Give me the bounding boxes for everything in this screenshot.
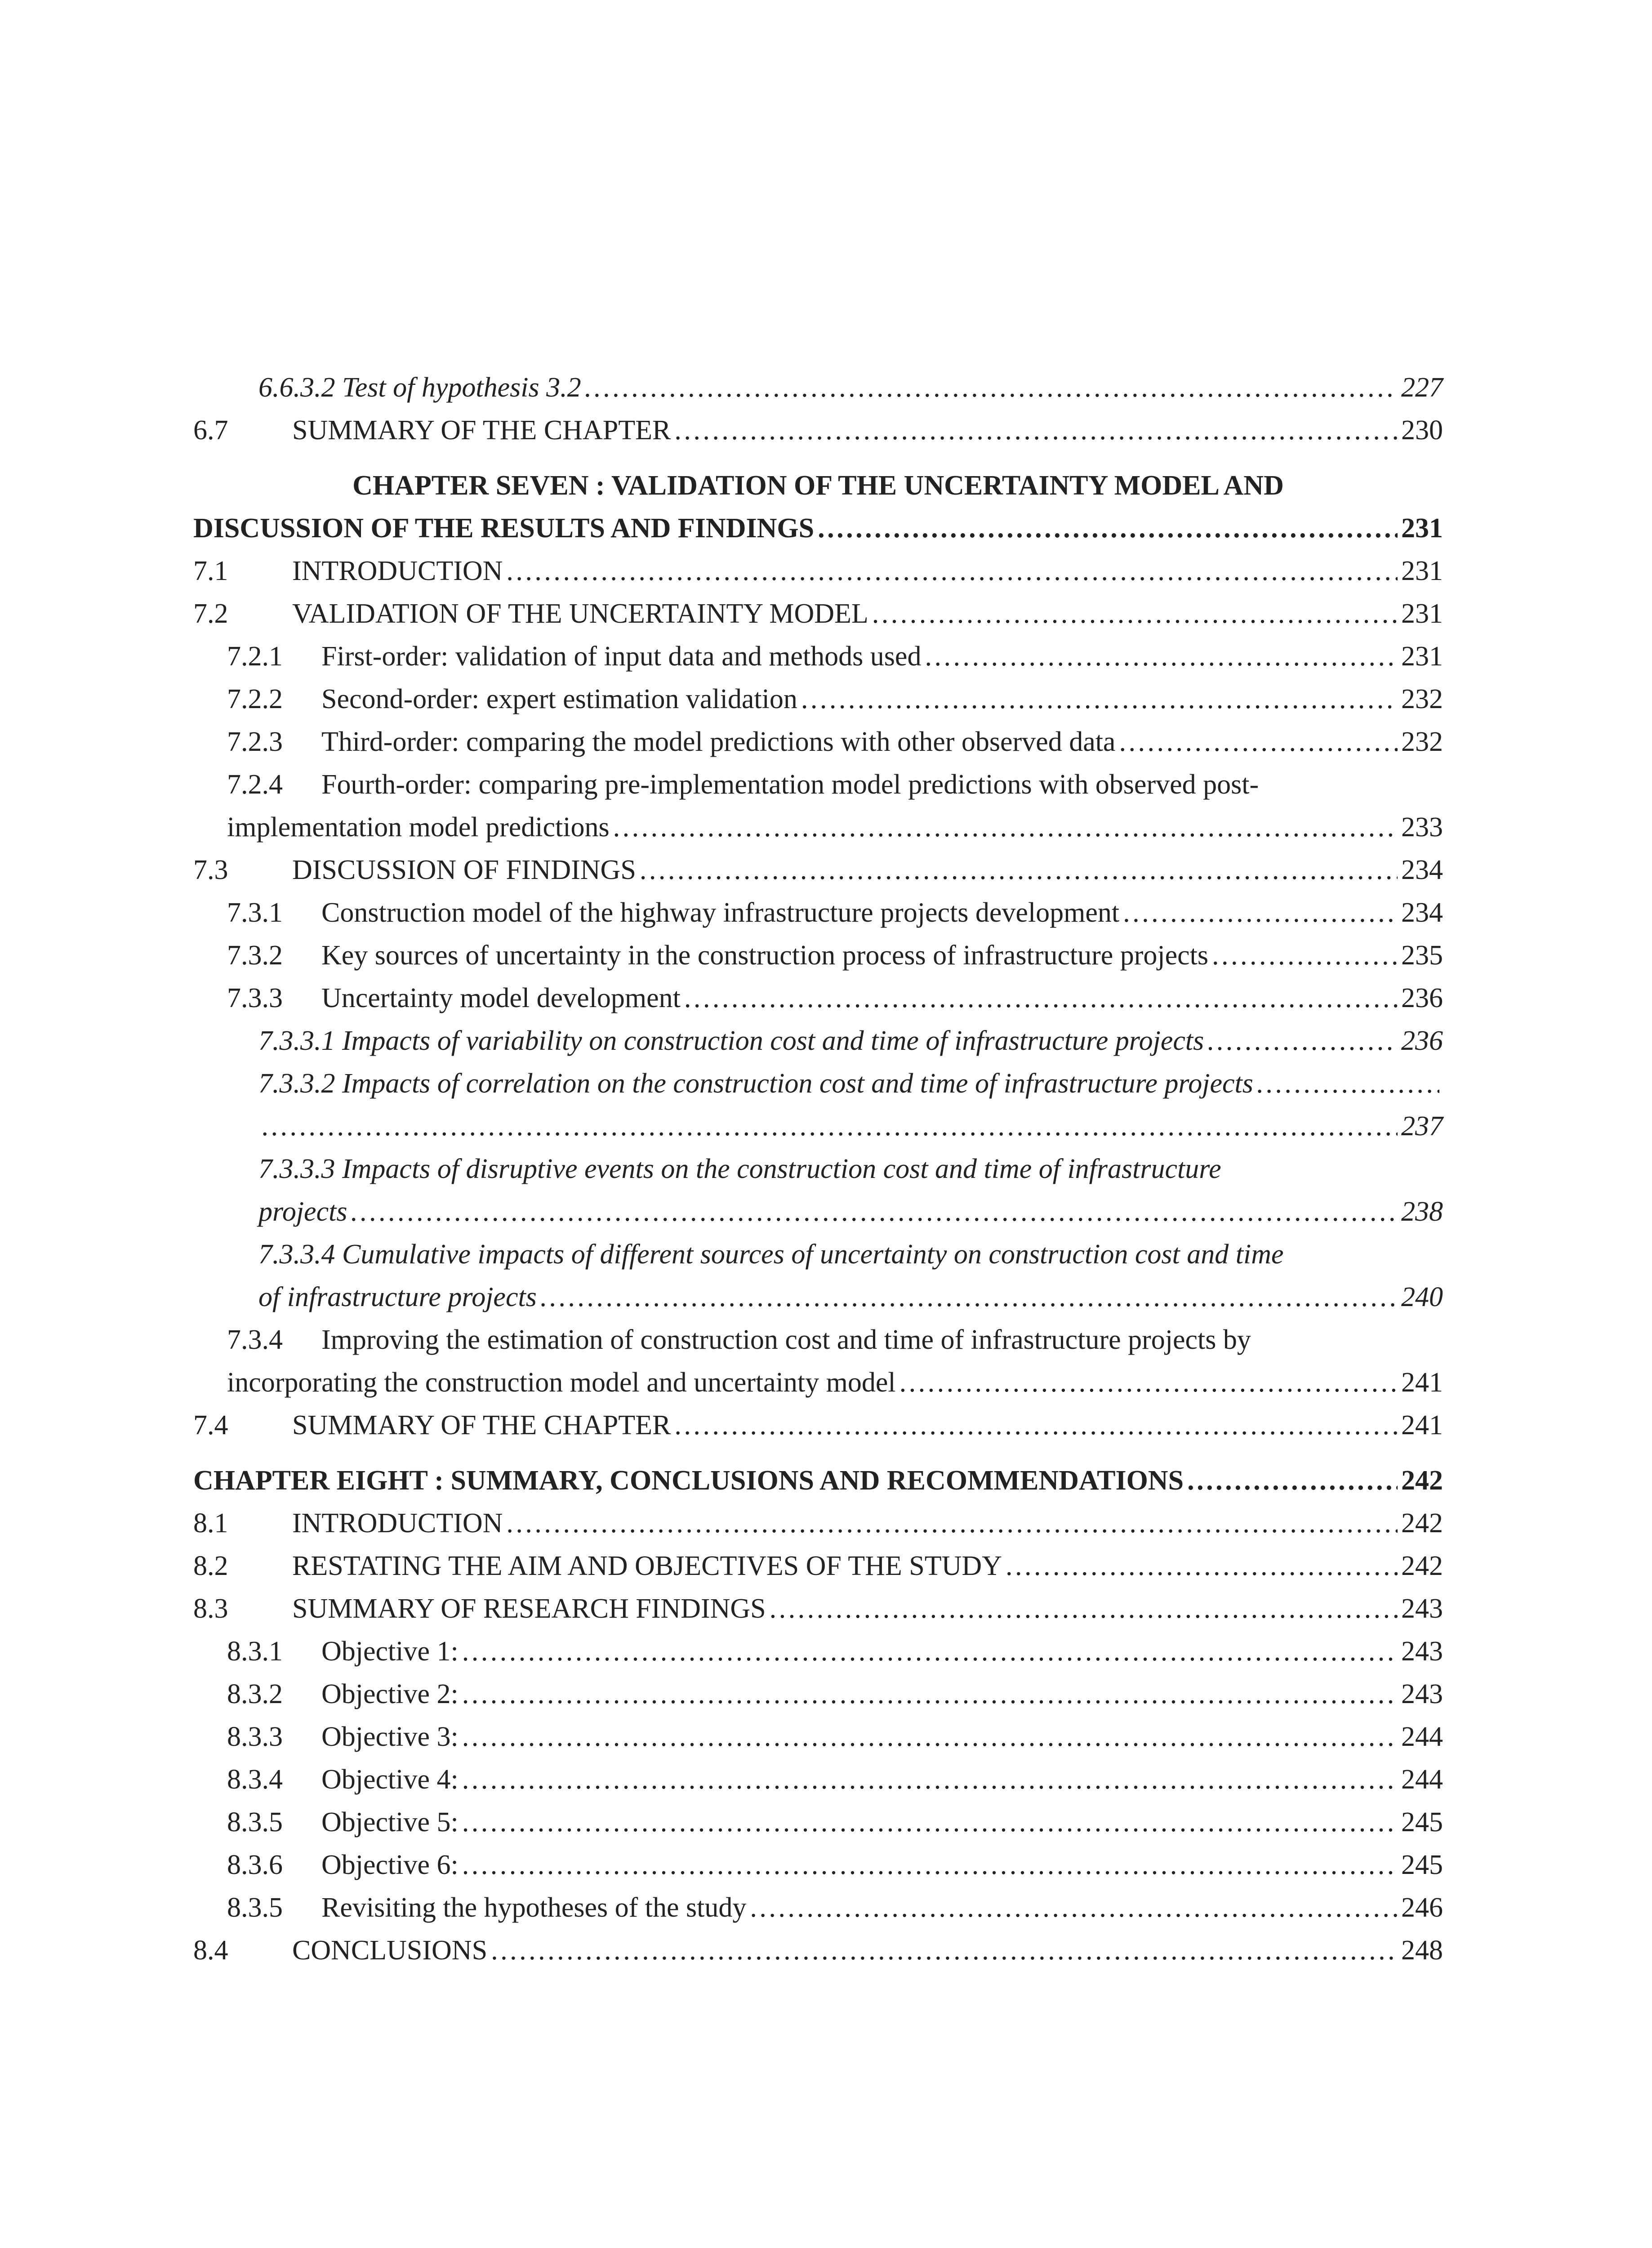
dot-leader	[674, 409, 1398, 452]
toc-entry-line	[193, 1062, 1443, 1105]
toc-entry-title-continued: incorporating the construction model and uncertainty model	[227, 1367, 896, 1398]
dot-leader	[491, 1929, 1398, 1972]
toc-entry-7-2-3[interactable]	[193, 721, 1443, 763]
toc-page-number: 231	[1401, 641, 1443, 672]
toc-section-number: 6.7	[193, 415, 228, 446]
toc-entry-8-3-4[interactable]	[193, 1758, 1443, 1801]
toc-entry-6-6-3-2[interactable]	[193, 366, 1443, 409]
toc-entry-line	[193, 1233, 1443, 1276]
toc-entry-7-2[interactable]	[193, 593, 1443, 635]
dot-leader	[1187, 1459, 1398, 1502]
toc-entry-7-3-3-3[interactable]	[193, 1148, 1443, 1233]
toc-entry-title-continued: of infrastructure projects	[258, 1282, 537, 1312]
toc-entry-title: DISCUSSION OF FINDINGS	[292, 855, 636, 885]
toc-page-number: 246	[1401, 1892, 1443, 1923]
toc-entry-7-3-2[interactable]	[193, 934, 1443, 977]
toc-entry-title: 6.6.3.2 Test of hypothesis 3.2	[258, 372, 581, 403]
toc-entry-8-3-1[interactable]	[193, 1630, 1443, 1673]
toc-entry-title: VALIDATION OF THE UNCERTAINTY MODEL	[292, 598, 868, 629]
toc-page-number: 234	[1401, 855, 1443, 885]
dot-leader	[818, 507, 1398, 550]
toc-entry-title: Fourth-order: comparing pre-implementation model predictions with observed post-	[321, 769, 1259, 800]
toc-section-number: 7.3	[193, 855, 228, 885]
toc-section-number: 8.3.4	[227, 1764, 283, 1795]
toc-page-number: 244	[1401, 1764, 1443, 1795]
toc-entry-title: Objective 5:	[321, 1807, 459, 1838]
toc-entry-title: SUMMARY OF THE CHAPTER	[292, 1410, 671, 1441]
toc-page-number: 232	[1401, 684, 1443, 714]
dot-leader	[750, 1887, 1398, 1929]
toc-entry-7-1[interactable]	[193, 550, 1443, 593]
toc-page-number: 234	[1401, 897, 1443, 928]
toc-entry-line-2	[193, 806, 1443, 849]
dot-leader	[801, 678, 1398, 721]
toc-entry-line	[193, 1319, 1443, 1361]
dot-leader	[640, 849, 1398, 892]
toc-page-number: 248	[1401, 1935, 1443, 1966]
dot-leader	[770, 1588, 1398, 1630]
toc-page-number: 238	[1401, 1196, 1443, 1227]
toc-entry-line	[193, 1148, 1443, 1191]
chapter-title-line-2	[193, 507, 1443, 550]
toc-entry-title: Objective 4:	[321, 1764, 459, 1795]
toc-page-number: 241	[1401, 1367, 1443, 1398]
dot-leader	[262, 1105, 1398, 1148]
toc-entry-line	[193, 763, 1443, 806]
dot-leader	[1212, 934, 1398, 977]
toc-entry-8-4[interactable]	[193, 1929, 1443, 1972]
dot-leader	[462, 1801, 1398, 1844]
dot-leader	[613, 806, 1398, 849]
toc-entry-8-3-5-revisiting[interactable]	[193, 1887, 1443, 1929]
toc-page-number: 236	[1401, 983, 1443, 1013]
toc-entry-title: First-order: validation of input data and methods used	[321, 641, 922, 672]
toc-entry-8-3[interactable]	[193, 1588, 1443, 1630]
toc-section-number: 8.3	[193, 1593, 228, 1624]
toc-section-number: 7.4	[193, 1410, 228, 1441]
toc-entry-title: DISCUSSION OF THE RESULTS AND FINDINGS	[193, 513, 815, 544]
toc-page-number: 240	[1401, 1282, 1443, 1312]
toc-entry-7-4[interactable]	[193, 1404, 1443, 1447]
dot-leader	[925, 635, 1398, 678]
dot-leader	[674, 1404, 1398, 1447]
dot-leader	[684, 977, 1398, 1020]
dot-leader	[462, 1758, 1398, 1801]
toc-entry-line-2	[193, 1276, 1443, 1319]
toc-section-number: 7.3.1	[227, 897, 283, 928]
toc-entry-title: RESTATING THE AIM AND OBJECTIVES OF THE STUDY	[292, 1551, 1002, 1581]
toc-entry-7-3-1[interactable]	[193, 892, 1443, 934]
toc-section-number: 7.2.4	[227, 769, 283, 800]
toc-page-number: 244	[1401, 1722, 1443, 1752]
toc-entry-8-2[interactable]	[193, 1545, 1443, 1588]
toc-page-number: 233	[1401, 812, 1443, 843]
toc-entry-title: Uncertainty model development	[321, 983, 681, 1013]
dot-leader	[506, 550, 1398, 593]
toc-entry-title: 7.3.3.4 Cumulative impacts of different sources of uncertainty on construction cost and time	[258, 1239, 1284, 1270]
toc-entry-title: 7.3.3.2 Impacts of correlation on the construction cost and time of infrastructure projects	[258, 1068, 1253, 1099]
dot-leader	[585, 366, 1398, 409]
toc-page-number: 243	[1401, 1593, 1443, 1624]
toc-entry-8-1[interactable]	[193, 1502, 1443, 1545]
toc-entry-title: Objective 1:	[321, 1636, 459, 1667]
dot-leader	[540, 1276, 1398, 1319]
toc-section-number: 8.3.2	[227, 1679, 283, 1709]
toc-page-number: 231	[1401, 598, 1443, 629]
toc-entry-title-continued: implementation model predictions	[227, 812, 610, 843]
toc-entry-title: INTRODUCTION	[292, 1508, 503, 1539]
toc-section-number: 7.3.3	[227, 983, 283, 1013]
toc-section-number: 7.1	[193, 556, 228, 586]
toc-page-number: 235	[1401, 940, 1443, 971]
dot-leader	[1119, 721, 1398, 763]
chapter-title-line: CHAPTER SEVEN : VALIDATION OF THE UNCERTAINTY MODEL AND	[352, 470, 1284, 501]
toc-page-number: 243	[1401, 1636, 1443, 1667]
toc-entry-title: SUMMARY OF THE CHAPTER	[292, 415, 671, 446]
toc-entry-title: Improving the estimation of construction cost and time of infrastructure projects by	[321, 1325, 1251, 1355]
toc-entry-7-2-4[interactable]	[193, 763, 1443, 849]
toc-entry-title: CHAPTER EIGHT : SUMMARY, CONCLUSIONS AND RECOMMENDATIONS	[193, 1465, 1184, 1496]
toc-page-number: 245	[1401, 1850, 1443, 1880]
toc-page-number: 242	[1401, 1551, 1443, 1581]
toc-page-number: 243	[1401, 1679, 1443, 1709]
dot-leader	[899, 1361, 1398, 1404]
toc-entry-8-3-6[interactable]	[193, 1844, 1443, 1887]
toc-entry-title: Objective 3:	[321, 1722, 459, 1752]
toc-section-number: 7.2.3	[227, 727, 283, 757]
toc-section-number: 8.3.5	[227, 1892, 283, 1923]
dot-leader	[1207, 1020, 1398, 1062]
toc-entry-7-2-1[interactable]	[193, 635, 1443, 678]
toc-page-number: 231	[1401, 513, 1443, 544]
toc-page-number: 231	[1401, 556, 1443, 586]
toc-entry-title-continued: projects	[258, 1196, 347, 1227]
toc-page-number: 237	[1401, 1111, 1443, 1142]
toc-section-number: 7.2.1	[227, 641, 283, 672]
toc-entry-line-2	[193, 1361, 1443, 1404]
table-of-contents	[193, 366, 1443, 1972]
toc-entry-title: Third-order: comparing the model predictions with other observed data	[321, 727, 1116, 757]
toc-page-number: 245	[1401, 1807, 1443, 1838]
dot-leader	[462, 1630, 1398, 1673]
toc-page-number: 227	[1401, 372, 1443, 403]
toc-page-number: 236	[1401, 1026, 1443, 1056]
dot-leader	[462, 1844, 1398, 1887]
toc-entry-7-3[interactable]	[193, 849, 1443, 892]
dot-leader	[462, 1673, 1398, 1716]
toc-entry-7-3-4[interactable]	[193, 1319, 1443, 1404]
toc-entry-title: Objective 6:	[321, 1850, 459, 1880]
dot-leader	[351, 1191, 1398, 1233]
toc-entry-title: Key sources of uncertainty in the construction process of infrastructure projects	[321, 940, 1209, 971]
toc-entry-7-3-3-1[interactable]	[193, 1020, 1443, 1062]
toc-entry-title: 7.3.3.3 Impacts of disruptive events on the construction cost and time of infrastructure	[258, 1154, 1221, 1184]
dot-leader	[506, 1502, 1398, 1545]
dot-leader	[1006, 1545, 1398, 1588]
toc-entry-7-3-3-2[interactable]	[193, 1062, 1443, 1148]
toc-entry-title: Construction model of the highway infrastructure projects development	[321, 897, 1120, 928]
toc-entry-title: CONCLUSIONS	[292, 1935, 488, 1966]
toc-entry-8-3-5[interactable]	[193, 1801, 1443, 1844]
toc-page-number: 241	[1401, 1410, 1443, 1441]
toc-entry-title: Second-order: expert estimation validation	[321, 684, 797, 714]
toc-chapter-eight[interactable]	[193, 1459, 1443, 1502]
dot-leader	[462, 1716, 1398, 1758]
toc-section-number: 7.3.4	[227, 1325, 283, 1355]
toc-section-number: 7.2.2	[227, 684, 283, 714]
toc-section-number: 8.1	[193, 1508, 228, 1539]
dot-leader	[1257, 1062, 1439, 1105]
toc-page-number: 242	[1401, 1465, 1443, 1496]
toc-section-number: 8.3.6	[227, 1850, 283, 1880]
toc-section-number: 7.2	[193, 598, 228, 629]
toc-section-number: 8.3.5	[227, 1807, 283, 1838]
toc-page-number: 230	[1401, 415, 1443, 446]
toc-entry-line-2	[193, 1191, 1443, 1233]
toc-section-number: 7.3.2	[227, 940, 283, 971]
toc-entry-7-3-3-4[interactable]	[193, 1233, 1443, 1319]
toc-entry-6-7[interactable]	[193, 409, 1443, 452]
toc-page-number: 232	[1401, 727, 1443, 757]
dot-leader	[1123, 892, 1398, 934]
toc-entry-title: Revisiting the hypotheses of the study	[321, 1892, 747, 1923]
toc-chapter-seven[interactable]	[193, 464, 1443, 550]
toc-entry-title: 7.3.3.1 Impacts of variability on construction cost and time of infrastructure projects	[258, 1026, 1204, 1056]
toc-entry-7-3-3[interactable]	[193, 977, 1443, 1020]
toc-entry-title: SUMMARY OF RESEARCH FINDINGS	[292, 1593, 766, 1624]
toc-entry-title: INTRODUCTION	[292, 556, 503, 586]
toc-section-number: 8.3.1	[227, 1636, 283, 1667]
toc-entry-8-3-3[interactable]	[193, 1716, 1443, 1758]
dot-leader	[872, 593, 1398, 635]
toc-section-number: 8.4	[193, 1935, 228, 1966]
toc-entry-title: Objective 2:	[321, 1679, 459, 1709]
toc-section-number: 8.2	[193, 1551, 228, 1581]
toc-entry-line-2	[193, 1105, 1443, 1148]
toc-page-number: 242	[1401, 1508, 1443, 1539]
toc-section-number: 8.3.3	[227, 1722, 283, 1752]
toc-entry-7-2-2[interactable]	[193, 678, 1443, 721]
toc-entry-8-3-2[interactable]	[193, 1673, 1443, 1716]
